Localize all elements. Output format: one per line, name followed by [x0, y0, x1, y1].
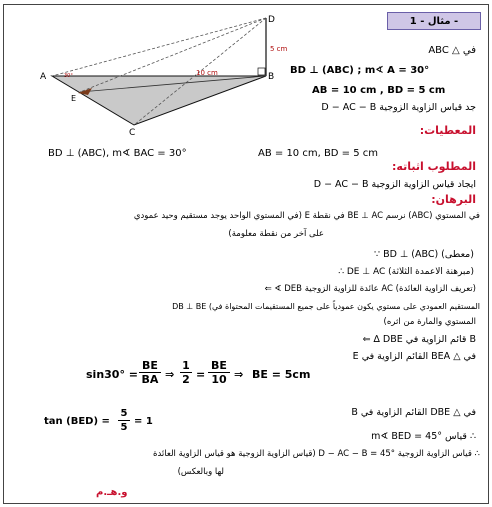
frac2	[180, 360, 192, 386]
proof-line-9: في △ BEA القائم الزاوية في E	[352, 351, 476, 362]
tan-num: 5	[118, 408, 130, 421]
frac1	[139, 360, 161, 386]
sin-lhs: sin30° =	[86, 368, 139, 381]
footer-qed: و.هـ.م	[96, 487, 128, 498]
required-line-1: ايجاد قياس الزاوية الزوجية D − AC − B	[313, 179, 476, 190]
proof-line-1: في المستوي (ABC) نرسم BE ⊥ AC في نقطة E (في المستوي الواحد يوجد مستقيم وحيد عمودي	[133, 211, 480, 221]
frac1-num: BE	[139, 360, 161, 373]
proof-line-14: ∴ قياس الزاوية الزوجية D − AC − B = 45° (قياس الزاوية الزوجية هو قياس الزاوية العائدة	[153, 449, 480, 459]
given-line-1: BD ⊥ (ABC), m∢ BAC = 30°	[48, 148, 187, 159]
right-angle-mark	[258, 68, 265, 75]
pyramid-figure	[38, 12, 288, 138]
proof-line-2: على آخر من نقطة معلومة)	[228, 229, 324, 239]
label-A: A	[40, 72, 47, 82]
proof-title: البرهان:	[431, 193, 476, 206]
proof-line-13: ∴ قياس m∢ BED = 45°	[371, 431, 476, 442]
tan-den: 5	[120, 422, 128, 433]
proof-line-11: في △ DBE القائم الزاوية في B	[351, 407, 476, 418]
proof-line-3: ∵ BD ⊥ (ABC) (معطى)	[374, 249, 474, 260]
problem-line-2: BD ⊥ (ABC) ; m∢ A = 30°	[290, 65, 430, 76]
frac3-num: BE	[208, 360, 230, 373]
label-C: C	[129, 128, 136, 138]
label-10cm: 10 cm	[196, 69, 218, 77]
frac2-num: 1	[180, 360, 192, 373]
tan-frac	[118, 408, 130, 434]
edge-DA	[52, 18, 266, 76]
example-badge: مثال - 1 -	[387, 12, 481, 30]
proof-line-8: ⇐ ∆ DBE قائم الزاوية في B	[362, 334, 476, 345]
arrow-2: ⇒	[234, 368, 244, 381]
frac3-den: 10	[211, 373, 227, 386]
equals: =	[196, 368, 206, 381]
frac2-den: 2	[182, 373, 190, 386]
problem-line-4: جد قياس الزاوية الزوجية D − AC − B	[321, 102, 476, 113]
proof-line-5: ⇐ ∢ DEB عائدة للزاوية الزوجية AC (تعريف الزاوية العائدة)	[264, 284, 476, 294]
problem-line-1: في △ ABC	[428, 45, 476, 56]
proof-line-6: DB ⊥ BE (المستقيم العمودي على مستوي يكون عمودياً على جميع المستقيمات المحتواة في	[172, 302, 480, 311]
label-angle-30: 30°	[64, 73, 73, 79]
label-E: E	[71, 94, 77, 103]
sin-result: BE = 5cm	[252, 368, 311, 381]
tan-rhs: = 1	[134, 416, 153, 427]
given-title: المعطيات:	[419, 124, 476, 137]
label-B: B	[268, 72, 275, 82]
required-title: المطلوب اثباته:	[392, 160, 476, 173]
frac1-den: BA	[141, 373, 159, 386]
proof-line-15: لها وبالعكس)	[177, 467, 224, 477]
problem-line-3: AB = 10 cm , BD = 5 cm	[312, 85, 446, 96]
arrow-1: ⇒	[165, 368, 175, 381]
proof-line-4: ∴ DE ⊥ AC (مبرهنة الاعمدة الثلاثة)	[338, 267, 474, 277]
given-line-2: AB = 10 cm, BD = 5 cm	[258, 148, 379, 159]
frac3	[208, 360, 230, 386]
label-D: D	[268, 15, 275, 25]
label-5cm: 5 cm	[270, 45, 288, 53]
tan-lhs: tan (BED) =	[44, 416, 110, 427]
base-triangle-fill	[52, 76, 266, 125]
proof-line-7: المستوي والمارة من اثره)	[383, 317, 476, 327]
